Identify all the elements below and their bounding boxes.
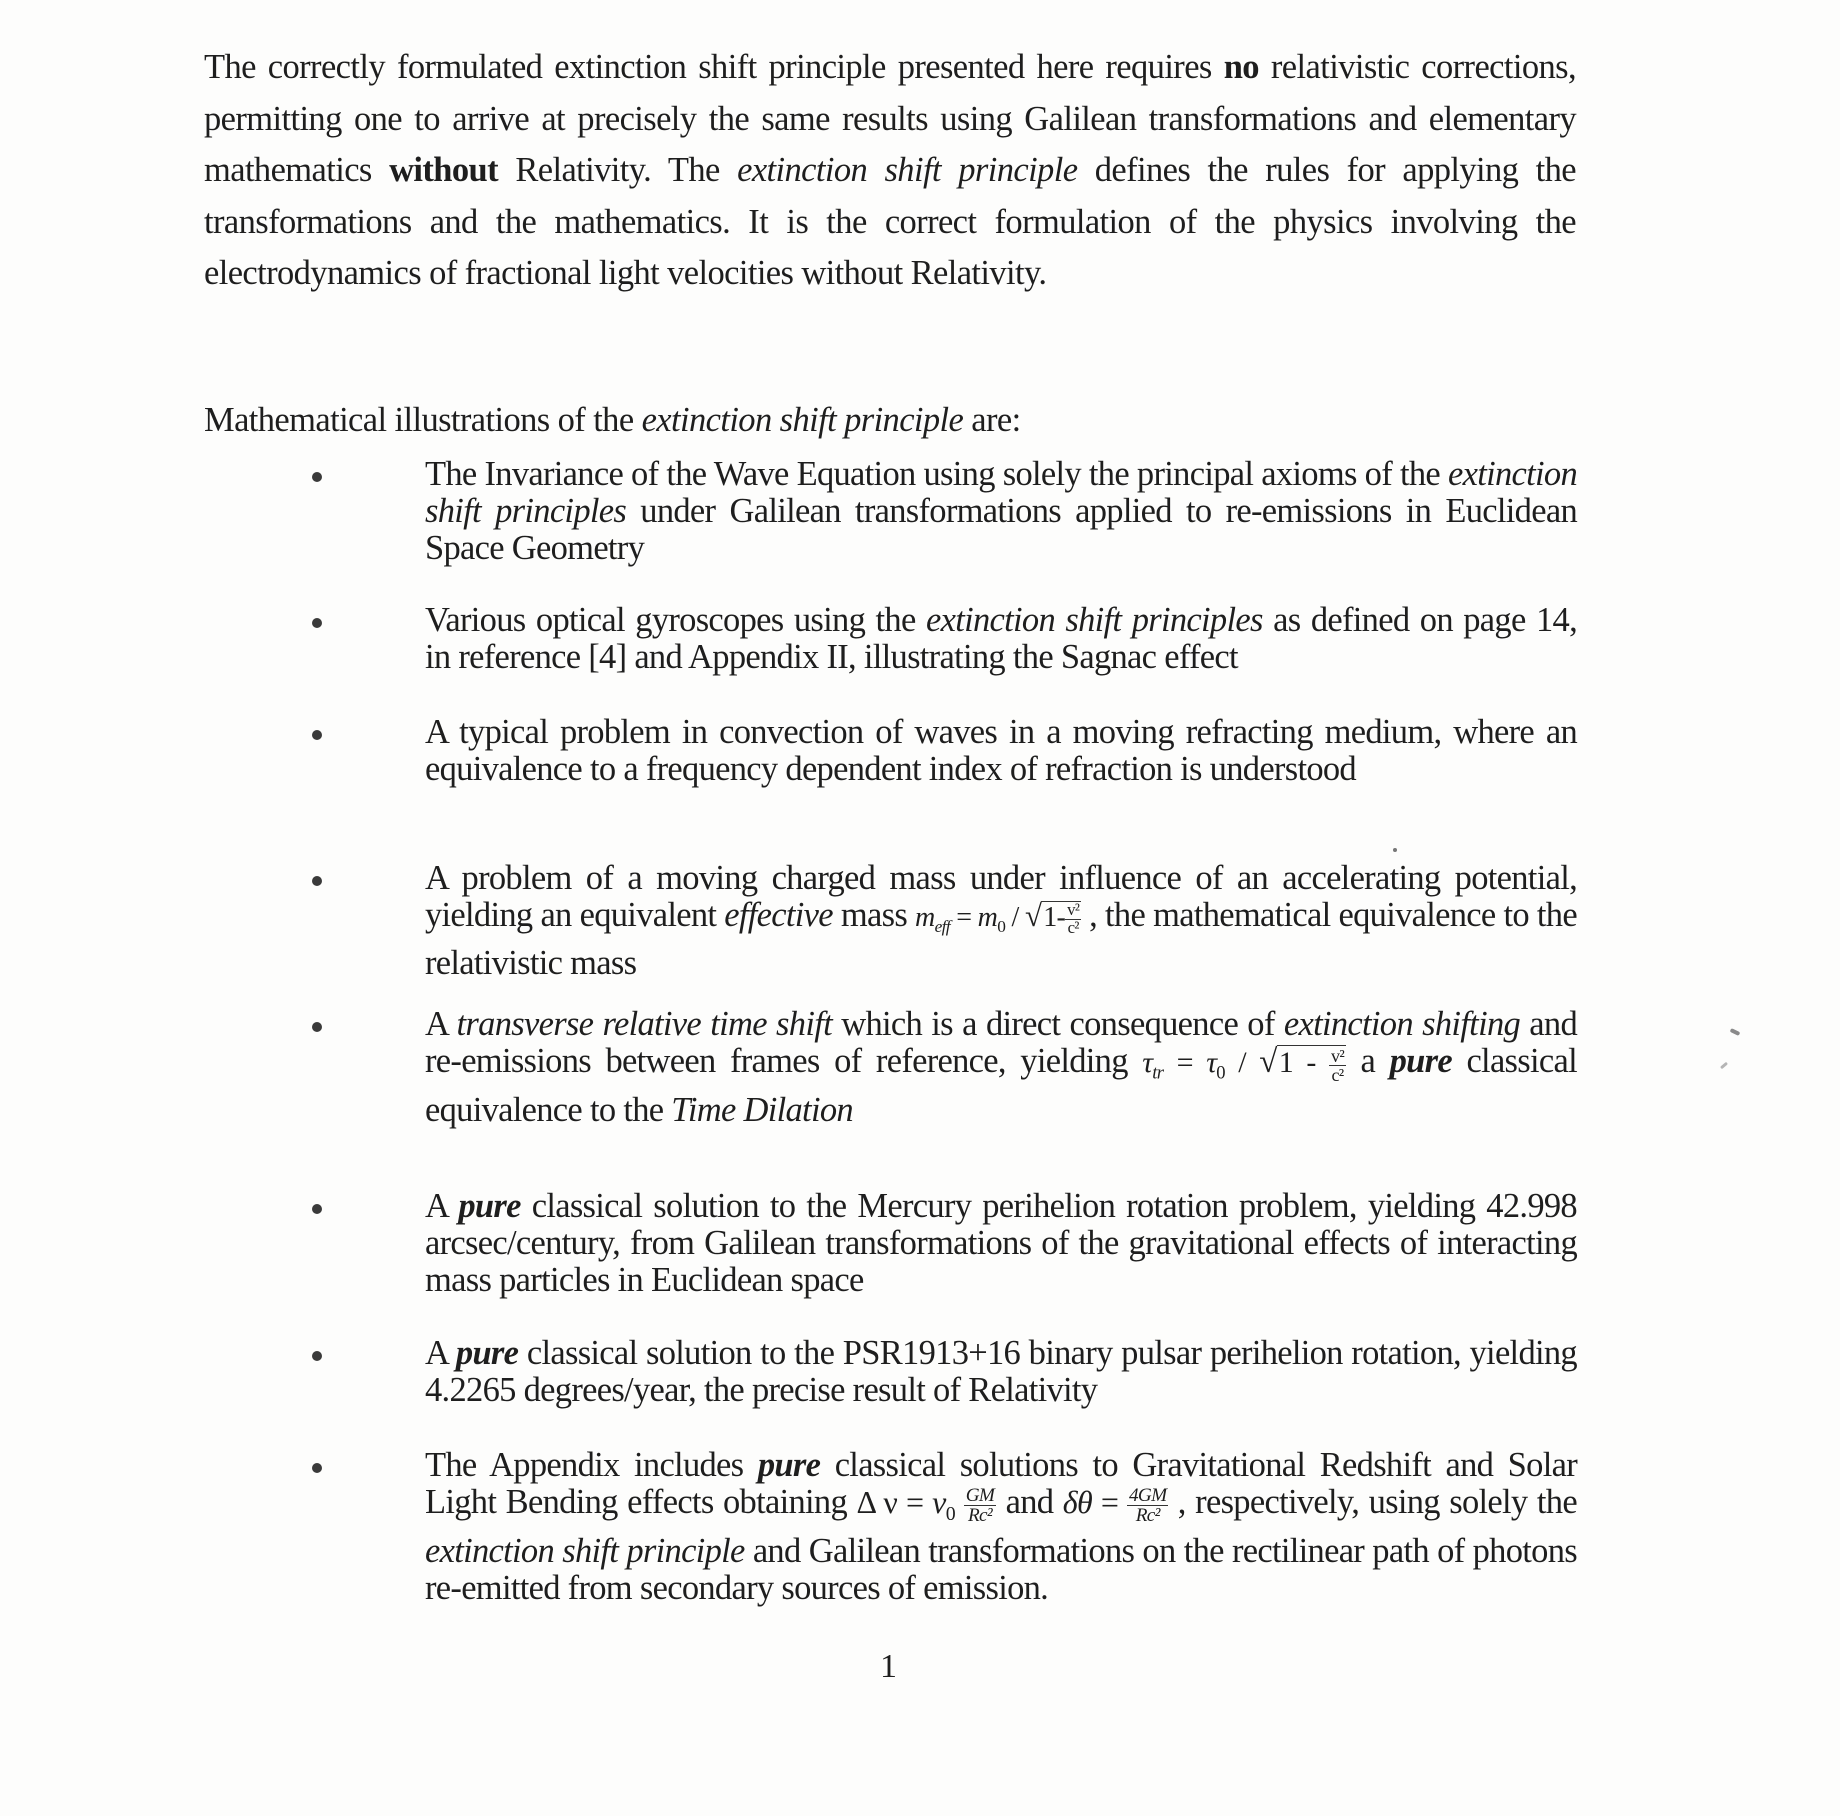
eq-operator: = [1176,1046,1193,1079]
eq-symbol: ν [932,1484,946,1520]
item-text: as defined on page 14, in reference [4] and Appendix II, illustrating the Sagnac effect [425,601,1577,676]
eq-denominator: Rc² [968,1505,992,1527]
light-bending-equation [1062,1484,1169,1527]
eq-symbol: m [915,902,935,933]
eq-number: 1 [1278,1046,1293,1079]
eq-operator: - [1306,1046,1316,1079]
bullet-icon [312,1022,322,1032]
intro-paragraph [204,42,1576,300]
intro-text: defines the rules for applying the transformations and the mathematics. It is the correct formulation of the physics involving the electrodynamics of fractional light velocities without Relativity. [204,151,1577,292]
list-item-text [425,1006,1577,1129]
page-number: 1 [880,1648,897,1685]
item-text: a [1346,1042,1390,1080]
eq-subscript: tr [1152,1062,1164,1084]
bullet-icon [312,618,322,628]
eq-subscript: 0 [945,1502,955,1525]
item-text: A problem of a moving charged mass under influence of an accelerating potential, yielding an equivalent [425,859,1577,934]
eq-denominator: c² [1067,918,1079,938]
item-text: A [425,1334,456,1372]
bullet-icon [312,730,322,740]
eq-subscript: 0 [1216,1062,1225,1084]
item-bold-italic: pure [757,1446,821,1484]
eq-denominator: Rc² [1135,1505,1160,1527]
item-text: , the mathematical equivalence to the relativistic mass [425,896,1577,983]
item-text: The Invariance of the Wave Equation using solely the principal axioms of the [425,455,1448,493]
eq-symbol: τ [1206,1046,1217,1079]
intro-bold-no: no [1223,48,1259,86]
item-italic: Time Dilation [671,1090,853,1129]
item-bold-italic: pure [458,1187,521,1225]
lead-text: are: [963,401,1021,439]
item-text: and re-emissions between frames of reference, yielding [425,1005,1578,1080]
intro-text: relativistic corrections, permitting one to arrive at precisely the same results using Galilean transformations and elementary mathematics [204,48,1576,189]
item-text: A [425,1005,457,1043]
lead-italic-term: extinction shift principle [641,401,964,439]
sqrt-icon: √ [1024,899,1042,933]
item-italic: extinction shifting [1283,1005,1521,1043]
list-item-text [425,1188,1577,1299]
eq-operator: - [1056,902,1066,933]
intro-text: The correctly formulated extinction shift principle presented here requires [204,48,1224,86]
eq-operator: / [1238,1046,1246,1079]
item-italic: transverse relative time shift [456,1005,832,1043]
item-text: classical solution to the PSR1913+16 binary pulsar perihelion rotation, yielding 4.2265 degrees/year, the precise result of Relativity [425,1334,1577,1409]
redshift-equation [856,1484,996,1527]
intro-text: Relativity. The [498,151,738,189]
item-italic: extinction shift principles [925,601,1263,639]
item-text: under Galilean transformations applied to re-emissions in Euclidean Space Geometry [425,492,1577,567]
item-text: Various optical gyroscopes using the [425,601,926,639]
item-bold-italic: pure [455,1334,519,1372]
bullet-icon [312,472,322,482]
time-shift-equation [1142,1044,1346,1085]
scan-speck [1730,1028,1741,1036]
eq-symbol: m [977,902,998,933]
eq-number: 1 [1043,902,1057,933]
item-text: classical equivalence to the [425,1042,1577,1129]
list-item-text [425,1447,1577,1607]
list-item-text [425,1335,1577,1409]
item-text: mass [832,896,916,934]
item-text: A typical problem in convection of waves in a moving refracting medium, where an equivalence to a frequency dependent index of refraction is understood [425,713,1577,788]
eq-operator: = [905,1484,924,1520]
item-text: The Appendix includes [425,1446,758,1484]
list-item-text [425,714,1577,788]
effective-mass-equation [915,899,1081,938]
item-text: and [996,1483,1063,1521]
scan-speck [1720,1062,1728,1069]
eq-operator: = [1100,1484,1119,1520]
item-italic: extinction shift principle [425,1531,745,1570]
item-text: , respectively, using solely the [1168,1483,1577,1521]
intro-italic-term: extinction shift principle [737,151,1078,189]
item-text: A [425,1187,459,1225]
item-italic: extinction shift principles [425,455,1577,530]
bullet-icon [312,1204,322,1214]
bullet-icon [312,876,322,886]
scan-speck [1393,848,1397,852]
intro-bold-without: without [389,151,499,189]
lead-text: Mathematical illustrations of the [204,401,642,439]
eq-numerator: GM [965,1484,995,1506]
eq-operator: = [956,902,972,933]
eq-symbol: τ [1142,1046,1153,1079]
eq-symbol: Δ ν [856,1484,898,1520]
eq-operator: / [1011,902,1019,933]
bullet-icon [312,1351,322,1361]
eq-numerator: v² [1331,1045,1345,1066]
eq-symbol: δθ [1062,1484,1092,1520]
item-italic: effective [724,896,833,934]
item-text: classical solutions to Gravitational Redshift and Solar Light Bending effects obtaining [425,1446,1577,1521]
list-item-text [425,860,1577,982]
eq-denominator: c² [1331,1064,1344,1085]
list-item-text [425,602,1577,676]
bullet-icon [312,1463,322,1473]
item-text: classical solution to the Mercury perihelion rotation problem, yielding 42.998 arcsec/century, from Galilean transformations of the gravitational effects of interacting mass particles in Euclidean space [425,1187,1577,1299]
eq-numerator: v² [1067,900,1080,920]
list-item-text [425,456,1577,567]
list-lead-in [204,398,1576,442]
item-text: which is a direct consequence of [832,1005,1284,1043]
eq-numerator: 4GM [1129,1484,1167,1506]
item-text: and Galilean transformations on the rectilinear path of photons re-emitted from secondary sources of emission. [425,1531,1577,1607]
eq-subscript: 0 [997,917,1006,937]
item-bold-italic: pure [1389,1042,1452,1080]
sqrt-icon: √ [1259,1044,1277,1080]
eq-subscript: eff [934,917,950,937]
